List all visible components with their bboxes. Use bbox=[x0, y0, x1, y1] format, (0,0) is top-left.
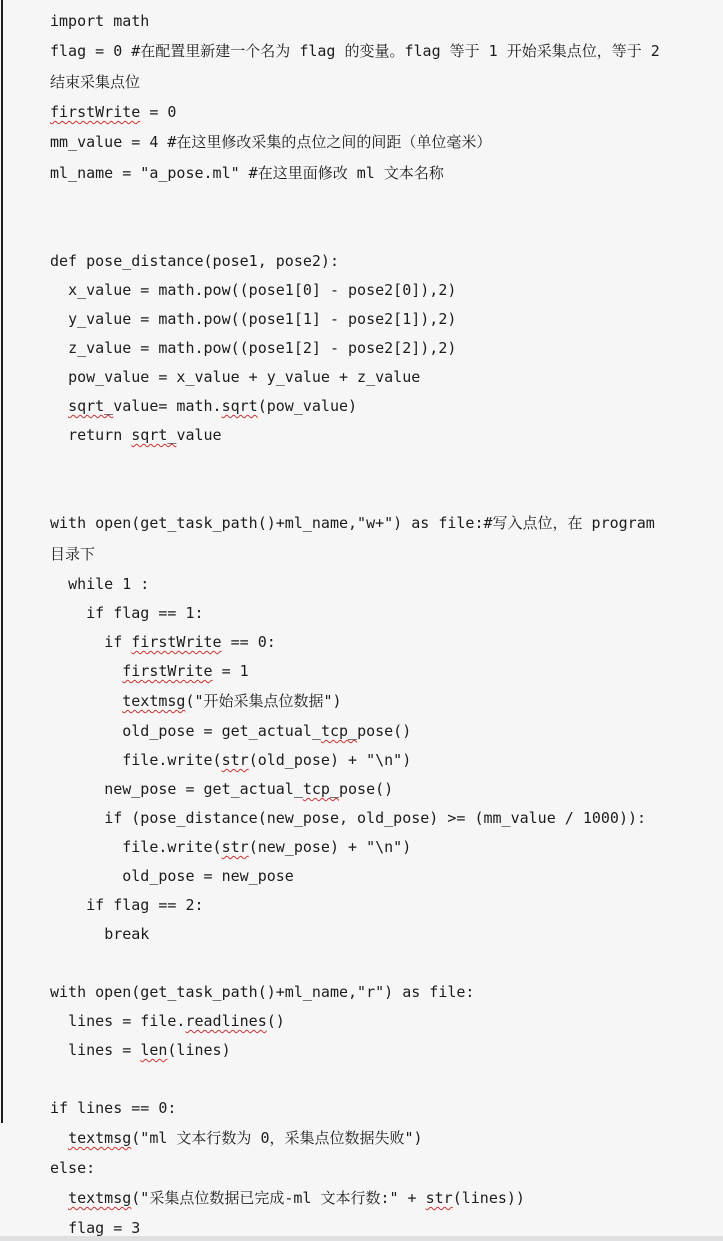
code-text bbox=[50, 1189, 68, 1207]
code-text: 结束采集点位 bbox=[50, 73, 141, 91]
misspelled-word: firstWrite bbox=[50, 103, 141, 121]
code-line bbox=[50, 189, 709, 218]
code-text: (lines) bbox=[167, 1041, 231, 1059]
code-line bbox=[50, 127, 709, 158]
code-text: ("开始采集点位数据") bbox=[185, 692, 342, 710]
code-line bbox=[50, 36, 709, 67]
misspelled-word: str bbox=[221, 751, 249, 769]
misspelled-word: firstWrite bbox=[122, 662, 213, 680]
code-text: break bbox=[50, 925, 150, 943]
code-line bbox=[50, 1065, 709, 1094]
code-text: file.write( bbox=[50, 751, 222, 769]
code-line bbox=[50, 570, 709, 599]
code-text: (lines)) bbox=[452, 1189, 525, 1207]
code-line bbox=[50, 1214, 709, 1236]
code-text: flag = 3 bbox=[50, 1219, 141, 1236]
code-line bbox=[50, 479, 709, 508]
code-text: while 1 : bbox=[50, 575, 150, 593]
code-line bbox=[50, 717, 709, 746]
misspelled-word: textmsg bbox=[68, 1189, 132, 1207]
code-line bbox=[50, 891, 709, 920]
code-line bbox=[50, 1123, 709, 1154]
code-text: return bbox=[50, 426, 132, 444]
code-line bbox=[50, 334, 709, 363]
code-text: pow_value = x_value + y_value + z_value bbox=[50, 368, 421, 386]
code-line bbox=[50, 775, 709, 804]
code-text: = 0 bbox=[140, 103, 177, 121]
code-text bbox=[50, 397, 68, 415]
code-line bbox=[50, 363, 709, 392]
code-line bbox=[50, 392, 709, 421]
code-line bbox=[50, 305, 709, 334]
code-text: with open(get_task_path()+ml_name,"w+") as file:#写入点位，在 program bbox=[50, 514, 655, 532]
code-line bbox=[50, 247, 709, 276]
code-text: pose() bbox=[357, 722, 412, 740]
code-editor[interactable] bbox=[50, 7, 709, 1236]
code-text: ("ml 文本行数为 0，采集点位数据失败") bbox=[131, 1129, 423, 1147]
code-text: new_pose = get_actual_ bbox=[50, 780, 303, 798]
misspelled-word: str bbox=[425, 1189, 453, 1207]
code-text: value= math. bbox=[113, 397, 222, 415]
code-text: pose() bbox=[339, 780, 394, 798]
code-line bbox=[50, 833, 709, 862]
code-text: lines = file. bbox=[50, 1012, 186, 1030]
code-line bbox=[50, 158, 709, 189]
code-text: = 1 bbox=[212, 662, 249, 680]
code-text: mm_value = 4 #在这里修改采集的点位之间的间距（单位毫米） bbox=[50, 133, 492, 151]
code-text: old_pose = new_pose bbox=[50, 867, 294, 885]
code-text: with open(get_task_path()+ml_name,"r") as file: bbox=[50, 983, 475, 1001]
code-line bbox=[50, 1007, 709, 1036]
code-text: x_value = math.pow((pose1[0] - pose2[0]),2) bbox=[50, 281, 457, 299]
misspelled-word: readlines bbox=[185, 1012, 267, 1030]
code-line bbox=[50, 657, 709, 686]
code-line bbox=[50, 67, 709, 98]
misspelled-word: textmsg bbox=[122, 692, 186, 710]
code-text bbox=[50, 1129, 68, 1147]
misspelled-word: len bbox=[140, 1041, 168, 1059]
misspelled-word: textmsg bbox=[68, 1129, 132, 1147]
code-text: lines = bbox=[50, 1041, 141, 1059]
code-text: 目录下 bbox=[50, 545, 96, 563]
code-text: == 0: bbox=[221, 633, 276, 651]
code-line bbox=[50, 804, 709, 833]
code-text: z_value = math.pow((pose1[2] - pose2[2]),2) bbox=[50, 339, 457, 357]
misspelled-word: tcp_ bbox=[302, 780, 339, 798]
code-text: ml_name = "a_pose.ml" #在这里面修改 ml 文本名称 bbox=[50, 164, 444, 182]
code-text: if flag == 1: bbox=[50, 604, 204, 622]
code-line bbox=[50, 450, 709, 479]
code-line bbox=[50, 1036, 709, 1065]
code-line bbox=[50, 421, 709, 450]
code-text: if bbox=[50, 633, 132, 651]
code-text: flag = 0 #在配置里新建一个名为 flag 的变量。flag 等于 1 开始采集点位，等于 2 bbox=[50, 42, 660, 60]
code-text: value bbox=[176, 426, 222, 444]
code-line bbox=[50, 508, 709, 539]
code-text: if (pose_distance(new_pose, old_pose) >= (mm_value / 1000)): bbox=[50, 809, 647, 827]
code-line bbox=[50, 276, 709, 305]
code-line bbox=[50, 218, 709, 247]
misspelled-word: str bbox=[221, 838, 249, 856]
code-line bbox=[50, 1094, 709, 1123]
code-text: () bbox=[266, 1012, 285, 1030]
code-text: if lines == 0: bbox=[50, 1099, 177, 1117]
code-text: (pow_value) bbox=[257, 397, 358, 415]
code-text: file.write( bbox=[50, 838, 222, 856]
code-line bbox=[50, 920, 709, 949]
code-text: def pose_distance(pose1, pose2): bbox=[50, 252, 339, 270]
code-line bbox=[50, 949, 709, 978]
code-line bbox=[50, 1154, 709, 1183]
code-line bbox=[50, 98, 709, 127]
misspelled-word: tcp_ bbox=[320, 722, 358, 740]
code-text bbox=[50, 662, 122, 680]
code-line bbox=[50, 1183, 709, 1214]
code-text: y_value = math.pow((pose1[1] - pose2[1]),2) bbox=[50, 310, 457, 328]
code-line bbox=[50, 862, 709, 891]
code-line bbox=[50, 599, 709, 628]
misspelled-word: sqrt_ bbox=[68, 397, 114, 415]
misspelled-word: sqrt_ bbox=[131, 426, 177, 444]
code-line bbox=[50, 746, 709, 775]
misspelled-word: sqrt bbox=[221, 397, 258, 415]
code-text: else: bbox=[50, 1159, 96, 1177]
code-line bbox=[50, 7, 709, 36]
code-text: (new_pose) + "\n") bbox=[248, 838, 412, 856]
code-line bbox=[50, 539, 709, 570]
code-text bbox=[50, 692, 122, 710]
code-line bbox=[50, 686, 709, 717]
code-text: if flag == 2: bbox=[50, 896, 204, 914]
misspelled-word: firstWrite bbox=[131, 633, 222, 651]
code-text: import math bbox=[50, 12, 150, 30]
code-line bbox=[50, 628, 709, 657]
code-text: ("采集点位数据已完成-ml 文本行数:" + bbox=[131, 1189, 426, 1207]
window-left-edge bbox=[1, 0, 3, 1123]
code-text: old_pose = get_actual_ bbox=[50, 722, 321, 740]
code-line bbox=[50, 978, 709, 1007]
code-text: (old_pose) + "\n") bbox=[248, 751, 412, 769]
bottom-scrollbar-strip[interactable] bbox=[0, 1236, 723, 1241]
